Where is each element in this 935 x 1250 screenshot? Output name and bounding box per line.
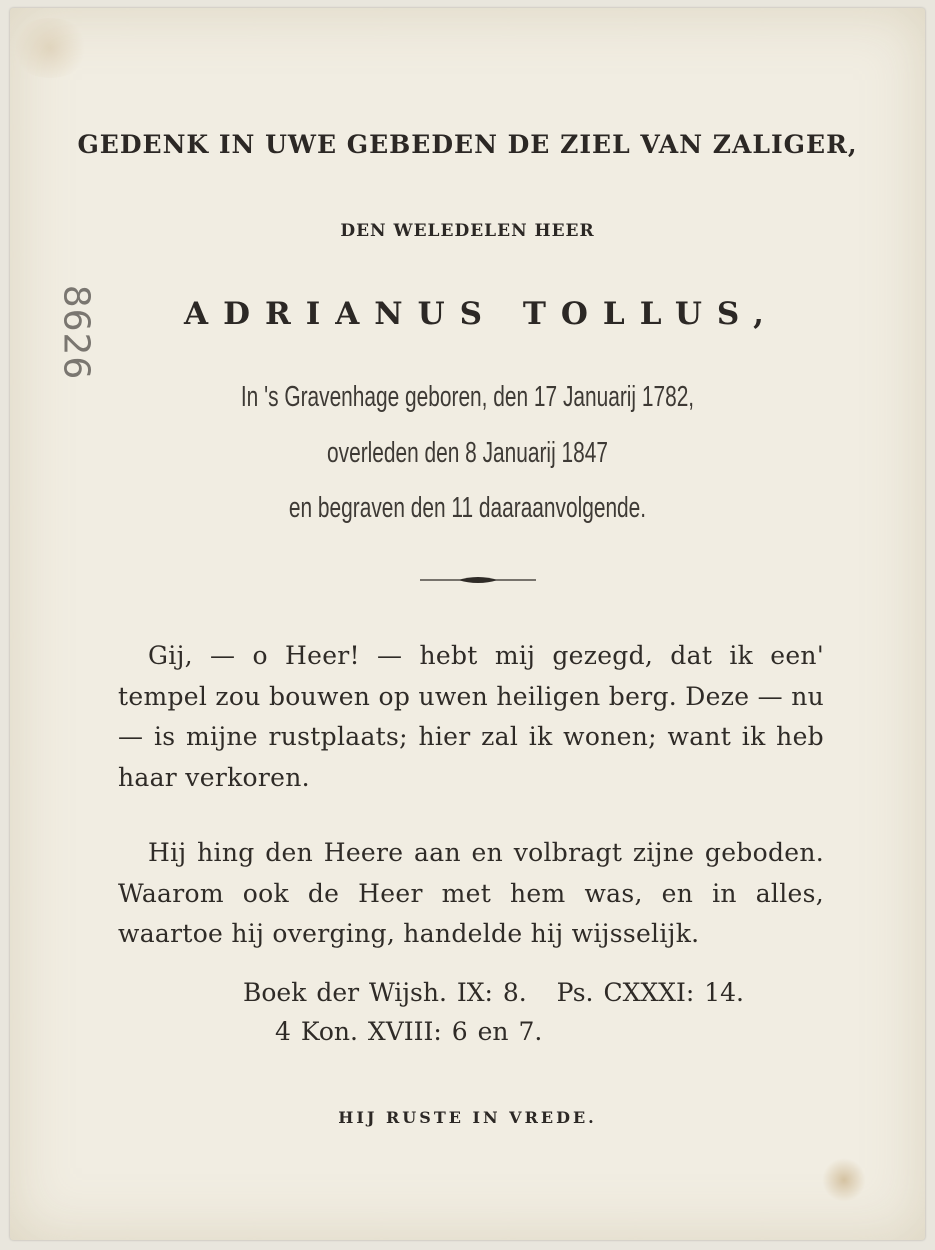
burial-line: en begraven den 11 daaraanvolgende. [288, 492, 647, 524]
scripture-paragraph-2: Hij hing den Heere aan en volbragt zijne geboden. Waarom ook de Heer met hem was, en in alles, waartoe hij overging, handelde hij wijsselijk. [118, 838, 824, 948]
closing-line: HIJ RUSTE IN VREDE. [338, 1108, 597, 1127]
scripture-reference-2: 4 Kon. XVIII: 6 en 7. [275, 1017, 543, 1046]
death-line: overleden den 8 Januarij 1847 [327, 437, 608, 469]
deceased-name: ADRIANUS TOLLUS, [184, 296, 779, 332]
handwritten-inventory-number: 8626 [55, 284, 97, 381]
memorial-card [10, 8, 925, 1240]
birth-line: In 's Gravenhage geboren, den 17 Januarij 1782, [240, 381, 695, 413]
scripture-reference-1: Boek der Wijsh. IX: 8. Ps. CXXXI: 14. [243, 978, 744, 1007]
stain [822, 1158, 866, 1202]
stain [10, 18, 90, 78]
scripture-paragraph-1: Gij, — o Heer! — hebt mij gezegd, dat ik een' tempel zou bouwen op uwen heiligen berg. Deze — nu — is mijne rustplaats; hier zal ik wonen; want ik heb haar verkoren. [118, 641, 824, 792]
card-heading: GEDENK IN UWE GEBEDEN DE ZIEL VAN ZALIGER, [77, 130, 858, 159]
card-subheading: DEN WELEDELEN HEER [340, 221, 595, 241]
ornament-divider-icon [420, 573, 536, 587]
